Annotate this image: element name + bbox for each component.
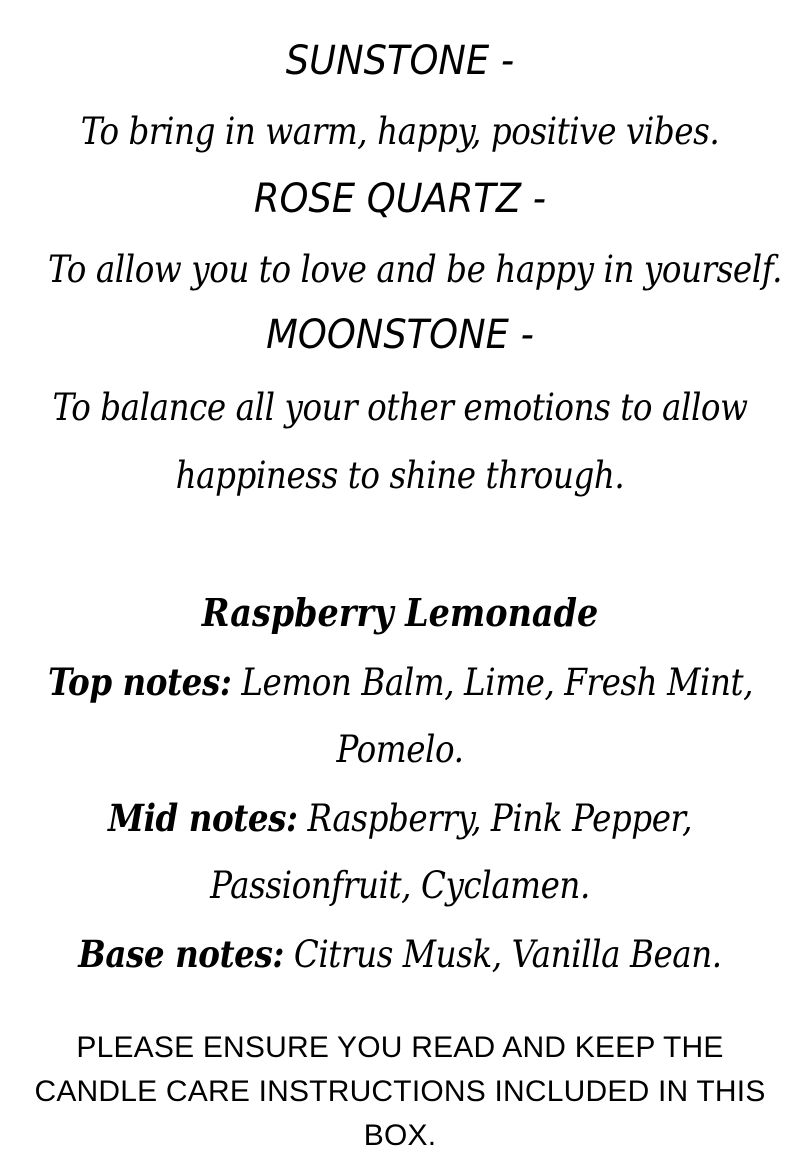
base-notes-row (48, 932, 752, 976)
crystal-description-moonstone-line1: To balance all your other emotions to allow (52, 386, 748, 429)
candle-care-notice: PLEASE ENSURE YOU READ AND KEEP THE CANDLE CARE INSTRUCTIONS INCLUDED IN THIS BOX. (34, 1031, 766, 1152)
mid-notes-label: Mid notes: (107, 796, 298, 840)
crystal-name-rose-quartz: ROSE QUARTZ - (253, 176, 547, 222)
mid-notes-value-continued: Passionfruit, Cyclamen. (210, 864, 590, 907)
mid-notes-row (48, 796, 752, 840)
base-notes-value: Citrus Musk, Vanilla Bean. (293, 933, 722, 976)
mid-notes-value: Raspberry, Pink Pepper, (307, 797, 693, 840)
crystal-name-moonstone: MOONSTONE - (266, 312, 534, 358)
crystal-description-rose-quartz: To allow you to love and be happy in yourself. (48, 248, 783, 291)
top-notes-row (48, 660, 752, 704)
top-notes-label: Top notes: (48, 660, 232, 704)
crystal-name-sunstone: SUNSTONE - (285, 38, 515, 84)
crystal-description-moonstone-line2: happiness to shine through. (175, 454, 625, 497)
crystal-description-sunstone: To bring in warm, happy, positive vibes. (80, 110, 720, 153)
base-notes-label: Base notes: (78, 932, 284, 976)
top-notes-value-continued: Pomelo. (336, 728, 464, 771)
top-notes-value: Lemon Balm, Lime, Fresh Mint, (241, 661, 754, 704)
scent-name: Raspberry Lemonade (201, 590, 599, 635)
